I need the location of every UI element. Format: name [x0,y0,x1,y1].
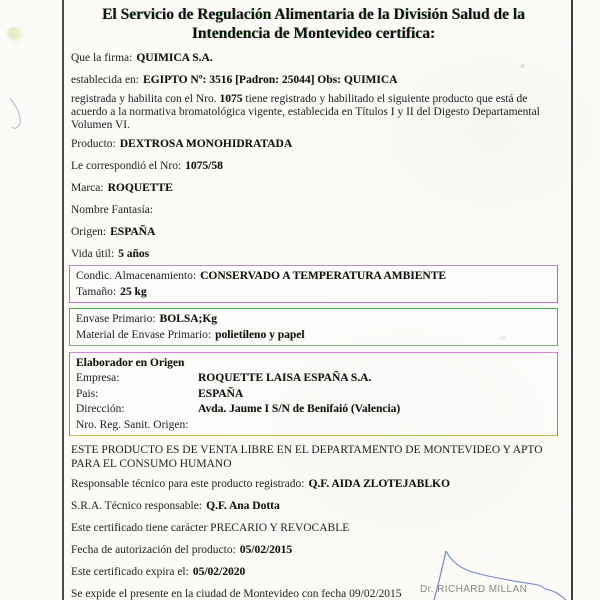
origin-empresa-value: ROQUETTE LAISA ESPAÑA S.A. [198,372,372,384]
field-nro-label: Le correspondió el Nro: [71,160,182,172]
title-line-1: El Servicio de Regulación Alimentaria de la División Salud de la [102,6,525,23]
field-firma-label: Que la firma: [71,52,133,64]
origin-empresa-row [76,371,551,387]
expedicion-text: Se expide el presente en la ciudad de Montevideo con fecha 09/02/2015 [71,588,402,600]
packaging-material-label: Material de Envase Primario: [76,329,212,341]
origin-box [69,352,558,436]
field-origen-value: ESPAÑA [110,226,156,238]
origin-direccion-label: Dirección: [76,403,125,415]
statement-fecha-autorizacion [71,544,558,557]
field-establecida-value: EGIPTO Nº: 3516 [Padron: 25044] Obs: QUIMICA [143,74,398,86]
pen-mark-left-margin [10,98,20,128]
field-producto-label: Producto: [71,138,116,150]
fecha-autorizacion-value: 05/02/2015 [239,544,293,556]
packaging-envase-value: BOLSA;Kg [159,313,218,325]
field-producto-value: DEXTROSA MONOHIDRATADA [119,138,293,150]
title-line-2: Intendencia de Montevideo certifica: [191,25,436,42]
origin-reg-sanit-value [198,418,551,434]
origin-direccion-value: Avda. Jaume I S/N de Benifaió (Valencia) [198,403,401,415]
packaging-envase-row [76,311,551,327]
field-origen [71,226,558,239]
storage-cond-label: Condic. Almacenamiento: [76,270,197,282]
origin-pais-value: ESPAÑA [198,387,244,400]
field-nombre-fantasia [71,204,558,217]
scan-edge-left-line [62,0,64,600]
storage-condiciones-row [76,268,551,284]
storage-box [69,265,558,303]
sra-tecnico-label: S.R.A. Técnico responsable: [71,500,203,512]
precario-text: Este certificado tiene carácter PRECARIO Y REVOCABLE [71,522,350,534]
registration-text-pre: registrada y habilita con el Nro. [71,93,220,105]
registration-text-post: tiene registrado y habilitado el siguiente producto que está de acuerdo a la normativa bromatológica vigente, establecida en Títulos I y II del Digesto Departamental Volumen VI. [71,93,540,131]
storage-tamano-row [76,284,551,300]
origin-direccion-row [76,402,551,418]
field-fantasia-label: Nombre Fantasía: [71,204,154,216]
sra-tecnico-value: Q.F. Ana Dotta [206,500,280,512]
origin-pais-label: Pais: [76,387,99,400]
field-nro-value: 1075/58 [185,160,223,172]
field-vida-value: 5 años [118,248,150,260]
responsable-label: Responsable técnico para este producto registrado: [71,478,305,490]
packaging-envase-label: Envase Primario: [76,313,156,325]
statement-expira [71,566,558,579]
field-marca-label: Marca: [71,182,104,194]
packaging-material-value: polietileno y papel [215,329,305,341]
statement-sra-tecnico [71,500,558,513]
origin-reg-sanit-label: Nro. Reg. Sanit. Origen: [76,418,189,431]
field-producto [71,138,558,151]
certificate-title [69,5,558,43]
fecha-autorizacion-label: Fecha de autorización del producto: [71,544,236,556]
field-vida-label: Vida útil: [71,248,115,260]
field-establecida-label: establecida en: [71,74,140,86]
field-origen-label: Origen: [71,226,107,238]
free-sale-statement: ESTE PRODUCTO ES DE VENTA LIBRE EN EL DEPARTAMENTO DE MONTEVIDEO Y APTO PARA EL CONSUMO HUMANO [71,444,543,470]
statement-precario [71,522,558,535]
statement-responsable [71,478,558,491]
field-firma-value: QUIMICA S.A. [136,52,213,64]
storage-cond-value: CONSERVADO A TEMPERATURA AMBIENTE [200,270,447,282]
storage-tamano-value: 25 kg [120,286,147,298]
field-marca-value: ROQUETTE [107,182,173,194]
field-establecida [71,74,558,87]
scan-smudge [7,27,20,39]
field-vida-util [71,248,558,261]
field-marca [71,182,558,195]
responsable-value: Q.F. AIDA ZLOTEJABLKO [308,478,450,490]
field-nro-correspondido [71,160,558,173]
origin-box-title: Elaborador en Origen [76,357,185,369]
expira-value: 05/02/2020 [192,566,246,578]
scan-edge-right-line [571,0,573,600]
origin-reg-sanit-row [76,418,551,434]
field-firma [71,52,558,65]
certificate-content [69,0,558,600]
packaging-box [69,308,558,346]
origin-pais-row [76,387,551,403]
expira-label: Este certificado expira el: [71,566,189,578]
registration-paragraph [71,93,551,132]
registration-number: 1075 [219,93,243,105]
signatory-name: Dr. RICHARD MILLAN [420,584,528,595]
packaging-material-row [76,327,551,343]
origin-empresa-label: Empresa: [76,372,120,384]
storage-tamano-label: Tamaño: [76,286,117,298]
